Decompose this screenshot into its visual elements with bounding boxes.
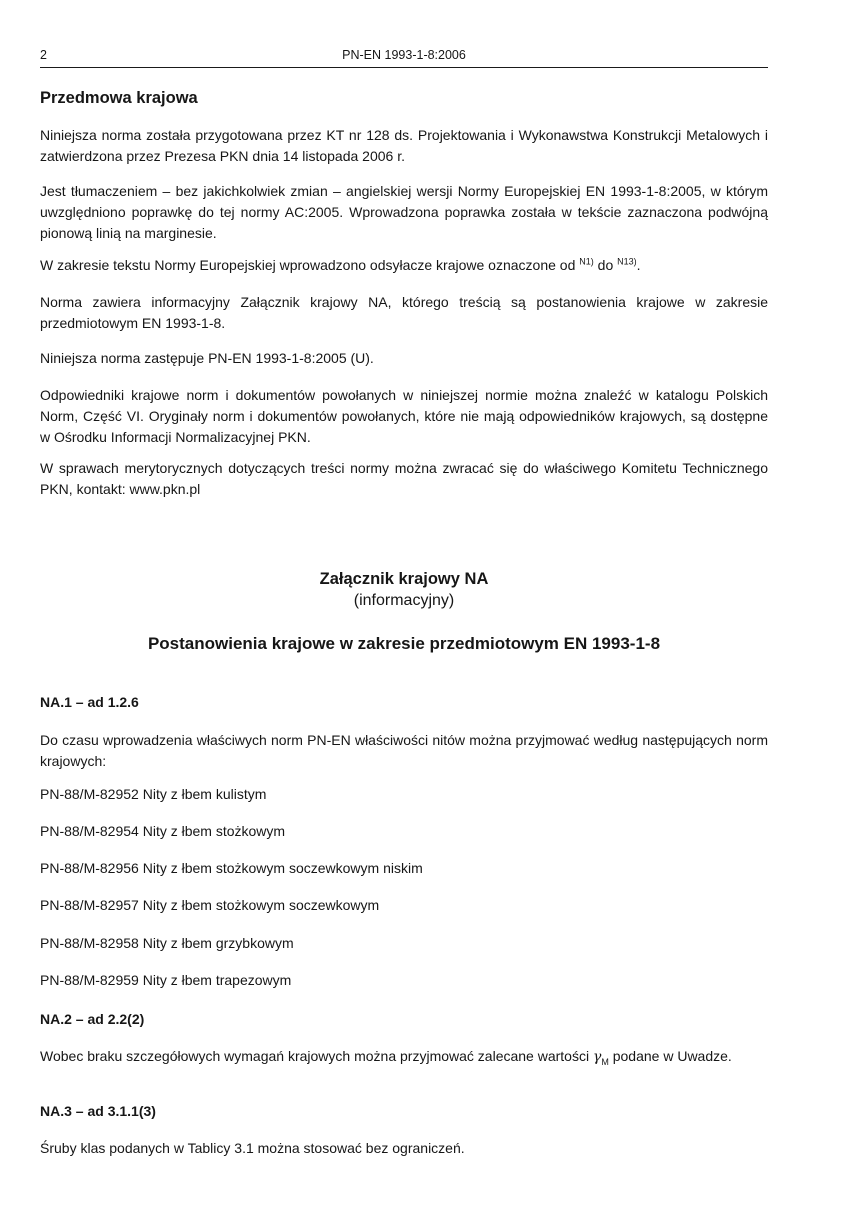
footnote-end-marker: N13) — [617, 256, 637, 267]
section-na1-title: NA.1 – ad 1.2.6 — [40, 694, 139, 710]
foreword-paragraph-5: Niniejsza norma zastępuje PN-EN 1993-1-8:2005 (U). — [40, 350, 374, 366]
list-item: PN-88/M-82957 Nity z łbem stożkowym soczewkowym — [40, 897, 380, 913]
section-na2-text: Wobec braku szczegółowych wymagań krajowych można przyjmować zalecane wartości $\gamma_M$ podane w Uwadze. — [40, 1048, 732, 1067]
foreword-paragraph-3: W zakresie tekstu Normy Europejskiej wprowadzono odsyłacze krajowe oznaczone od $^{N1)}$ do $^{N13)}$. — [40, 256, 641, 273]
list-item: PN-88/M-82959 Nity z łbem trapezowym — [40, 972, 292, 988]
list-item: PN-88/M-82954 Nity z łbem stożkowym — [40, 823, 286, 839]
annex-title: Załącznik krajowy NA — [319, 570, 489, 588]
foreword-paragraph-4: Norma zawiera informacyjny Załącznik krajowy NA, którego treścią są postanowienia krajowe w zakresie przedmiotowym EN 1993-1-8. — [40, 294, 768, 331]
list-item: PN-88/M-82956 Nity z łbem stożkowym soczewkowym niskim — [40, 860, 423, 876]
list-item: PN-88/M-82952 Nity z łbem kulistym — [40, 786, 267, 802]
foreword-paragraph-6: Odpowiedniki krajowe norm i dokumentów powołanych w niniejszej normie można znaleźć w katalogu Polskich Norm, Część VI. Oryginały norm i dokumentów powołanych, które nie mają odpowiedników krajowych, są dostępne w Ośrodku Informacji Normalizacyjnej PKN. — [40, 387, 768, 445]
footnote-start-marker: N1) — [579, 256, 594, 267]
annex-heading: Postanowienia krajowe w zakresie przedmiotowym EN 1993-1-8 — [147, 634, 661, 653]
standard-designation: PN-EN 1993-1-8:2006 — [342, 48, 466, 62]
page-header — [40, 48, 768, 68]
gamma-symbol: γ — [592, 1049, 602, 1065]
page-number: 2 — [40, 48, 47, 62]
foreword-paragraph-2: Jest tłumaczeniem – bez jakichkolwiek zmian – angielskiej wersji Normy Europejskiej EN 1993-1-8:2005, w którym uwzględniono poprawkę do tej normy AC:2005. Wprowadzona poprawka została w tekście zaznaczona podwójną pionową linią na marginesie. — [40, 183, 768, 241]
section-na2-title: NA.2 – ad 2.2(2) — [40, 1011, 145, 1027]
section-na3-title: NA.3 – ad 3.1.1(3) — [40, 1103, 156, 1119]
foreword-title: Przedmowa krajowa — [40, 89, 198, 107]
section-na3-text: Śruby klas podanych w Tablicy 3.1 można stosować bez ograniczeń. — [40, 1140, 465, 1156]
list-item: PN-88/M-82958 Nity z łbem grzybkowym — [40, 935, 294, 951]
header-rule — [40, 67, 768, 68]
annex-subtitle: (informacyjny) — [353, 592, 455, 609]
section-na1-text: Do czasu wprowadzenia właściwych norm PN-EN właściwości nitów można przyjmować według następujących norm krajowych: — [40, 732, 768, 769]
foreword-paragraph-7: W sprawach merytorycznych dotyczących treści normy można zwracać się do właściwego Komitetu Technicznego PKN, kontakt: www.pkn.pl — [40, 460, 768, 497]
gamma-subscript: M — [601, 1056, 609, 1067]
foreword-paragraph-1: Niniejsza norma została przygotowana przez KT nr 128 ds. Projektowania i Wykonawstwa Konstrukcji Metalowych i zatwierdzona przez Prezesa PKN dnia 14 listopada 2006 r. — [40, 127, 768, 164]
